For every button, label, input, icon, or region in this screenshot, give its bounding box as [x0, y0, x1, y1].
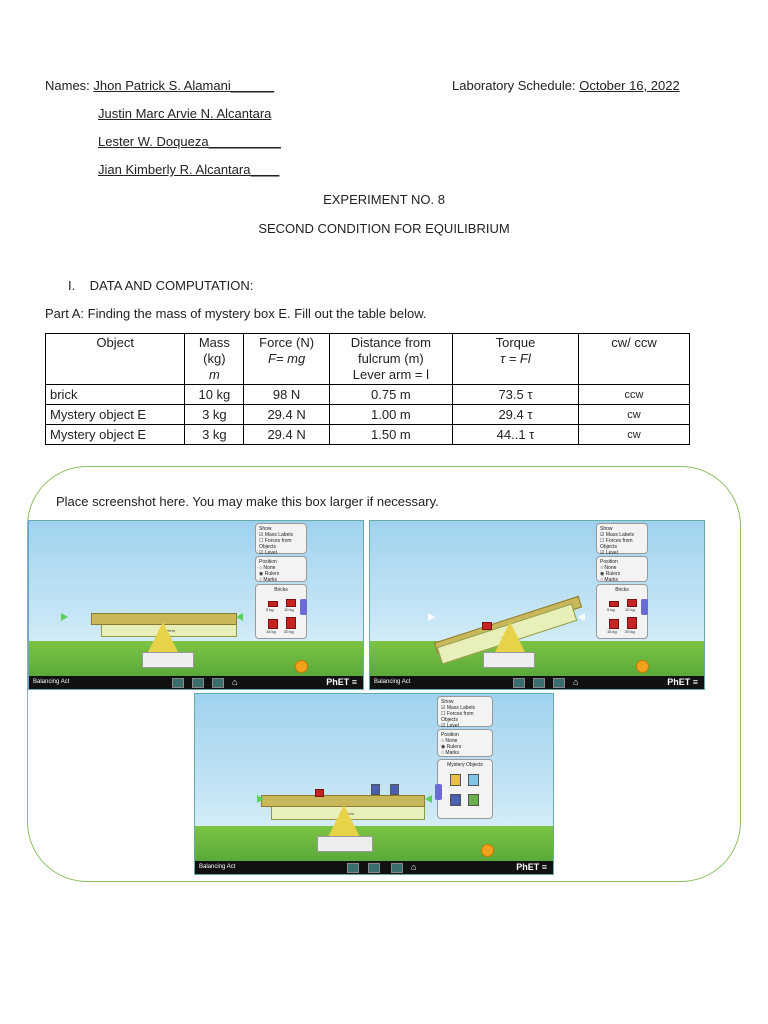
- position-panel: Position ○ None ◉ Rulers ○ Marks: [596, 556, 648, 582]
- show-panel: Show ☑ Mass Labels ☐ Forces from Objects ☑ Level: [596, 523, 648, 554]
- header-direction: cw/ ccw: [579, 334, 690, 385]
- name-1: Jhon Patrick S. Alamani______: [93, 78, 275, 93]
- position-panel: Position ○ None ◉ Rulers ○ Marks: [437, 729, 493, 757]
- cell-direction: cw: [579, 405, 690, 425]
- data-table: [45, 333, 690, 445]
- screenshot-note: Place screenshot here. You may make this box larger if necessary.: [56, 494, 439, 509]
- bricks-panel: Bricks 5 kg 10 kg 15 kg 20 kg: [255, 584, 307, 639]
- grass: [370, 641, 704, 676]
- support-toggle[interactable]: [142, 652, 194, 668]
- brick-on-plank[interactable]: [482, 622, 492, 630]
- table-row: [46, 405, 690, 425]
- reset-icon[interactable]: [481, 844, 494, 857]
- cell-torque: 29.4 τ: [452, 405, 578, 425]
- table-row: [46, 425, 690, 445]
- ruler: Meters: [437, 604, 578, 665]
- experiment-number: EXPERIMENT NO. 8: [323, 192, 445, 207]
- cell-object: brick: [46, 385, 185, 405]
- names-label: Names:: [45, 78, 90, 93]
- reset-icon[interactable]: [295, 660, 308, 673]
- cell-distance: 0.75 m: [329, 385, 452, 405]
- ruler: Meters: [101, 619, 237, 637]
- cell-force: 98 N: [244, 385, 329, 405]
- fulcrum: [147, 622, 179, 654]
- level-indicator-right: [236, 613, 243, 621]
- sim-screenshot-1: [28, 520, 364, 690]
- header-mass: Mass (kg) m: [185, 334, 244, 385]
- cell-distance: 1.50 m: [329, 425, 452, 445]
- position-panel: Position ○ None ◉ Rulers ○ Marks: [255, 556, 307, 582]
- header-object: Object: [46, 334, 185, 385]
- header-force: Force (N) F= mg: [244, 334, 329, 385]
- name-2: Justin Marc Arvie N. Alcantara: [98, 106, 272, 121]
- level-indicator-left: [257, 795, 264, 803]
- show-panel: Show ☑ Mass Labels ☐ Forces from Objects ☑ Level: [437, 696, 493, 727]
- ruler: Meters: [271, 802, 425, 820]
- sim-screenshot-3: [194, 693, 554, 875]
- sim-navbar: Balancing Act ⌂ PhET ≡: [29, 676, 363, 689]
- fulcrum: [328, 805, 360, 837]
- mystery-object-on-plank[interactable]: [371, 784, 380, 795]
- table-header-row: [46, 334, 690, 385]
- cell-direction: ccw: [579, 385, 690, 405]
- cell-mass: 3 kg: [185, 425, 244, 445]
- next-page-arrow[interactable]: [300, 599, 307, 615]
- cell-object: Mystery object E: [46, 425, 185, 445]
- schedule-label: Laboratory Schedule:: [452, 78, 576, 93]
- bricks-panel: Bricks 5 kg 10 kg 15 kg 20 kg: [596, 584, 648, 639]
- phet-logo: PhET ≡: [326, 677, 357, 687]
- cell-force: 29.4 N: [244, 425, 329, 445]
- name-3: Lester W. Doqueza__________: [98, 134, 281, 149]
- sim-screenshot-2: [369, 520, 705, 690]
- names-line-1: [45, 78, 274, 93]
- cell-torque: 44..1 τ: [452, 425, 578, 445]
- cell-force: 29.4 N: [244, 405, 329, 425]
- next-page-arrow[interactable]: [641, 599, 648, 615]
- header-distance: Distance from fulcrum (m) Lever arm = l: [329, 334, 452, 385]
- support-toggle[interactable]: [317, 836, 373, 852]
- name-4: Jian Kimberly R. Alcantara____: [98, 162, 280, 177]
- support-toggle[interactable]: [483, 652, 535, 668]
- schedule-date: October 16, 2022: [579, 78, 680, 93]
- grass: [29, 641, 363, 676]
- level-indicator-right: [578, 613, 585, 621]
- show-panel: Show ☑ Mass Labels ☐ Forces from Objects ☑ Level: [255, 523, 307, 554]
- previous-page-arrow[interactable]: [435, 784, 442, 800]
- experiment-title: SECOND CONDITION FOR EQUILIBRIUM: [258, 221, 510, 236]
- home-icon[interactable]: ⌂: [573, 677, 579, 687]
- fulcrum: [494, 622, 526, 654]
- home-icon[interactable]: ⌂: [232, 677, 238, 687]
- sim-navbar: Balancing Act ⌂ PhET ≡: [195, 861, 553, 874]
- cell-distance: 1.00 m: [329, 405, 452, 425]
- grass: [195, 826, 553, 861]
- brick-on-plank[interactable]: [315, 789, 324, 797]
- level-indicator-left: [428, 613, 435, 621]
- home-icon[interactable]: ⌂: [411, 862, 417, 872]
- mystery-objects-panel: Mystery Objects: [437, 759, 493, 819]
- lab-schedule: [452, 78, 680, 93]
- cell-mass: 3 kg: [185, 405, 244, 425]
- cell-torque: 73.5 τ: [452, 385, 578, 405]
- reset-icon[interactable]: [636, 660, 649, 673]
- phet-logo: PhET ≡: [516, 862, 547, 872]
- table-row: [46, 385, 690, 405]
- level-indicator-right: [425, 795, 432, 803]
- cell-direction: cw: [579, 425, 690, 445]
- section-heading: I. DATA AND COMPUTATION:: [68, 278, 254, 293]
- cell-object: Mystery object E: [46, 405, 185, 425]
- phet-logo: PhET ≡: [667, 677, 698, 687]
- mystery-object-on-plank[interactable]: [390, 784, 399, 795]
- sim-navbar: Balancing Act ⌂ PhET ≡: [370, 676, 704, 689]
- cell-mass: 10 kg: [185, 385, 244, 405]
- part-a-instructions: Part A: Finding the mass of mystery box E. Fill out the table below.: [45, 306, 427, 321]
- header-torque: Torque τ = Fl: [452, 334, 578, 385]
- level-indicator-left: [61, 613, 68, 621]
